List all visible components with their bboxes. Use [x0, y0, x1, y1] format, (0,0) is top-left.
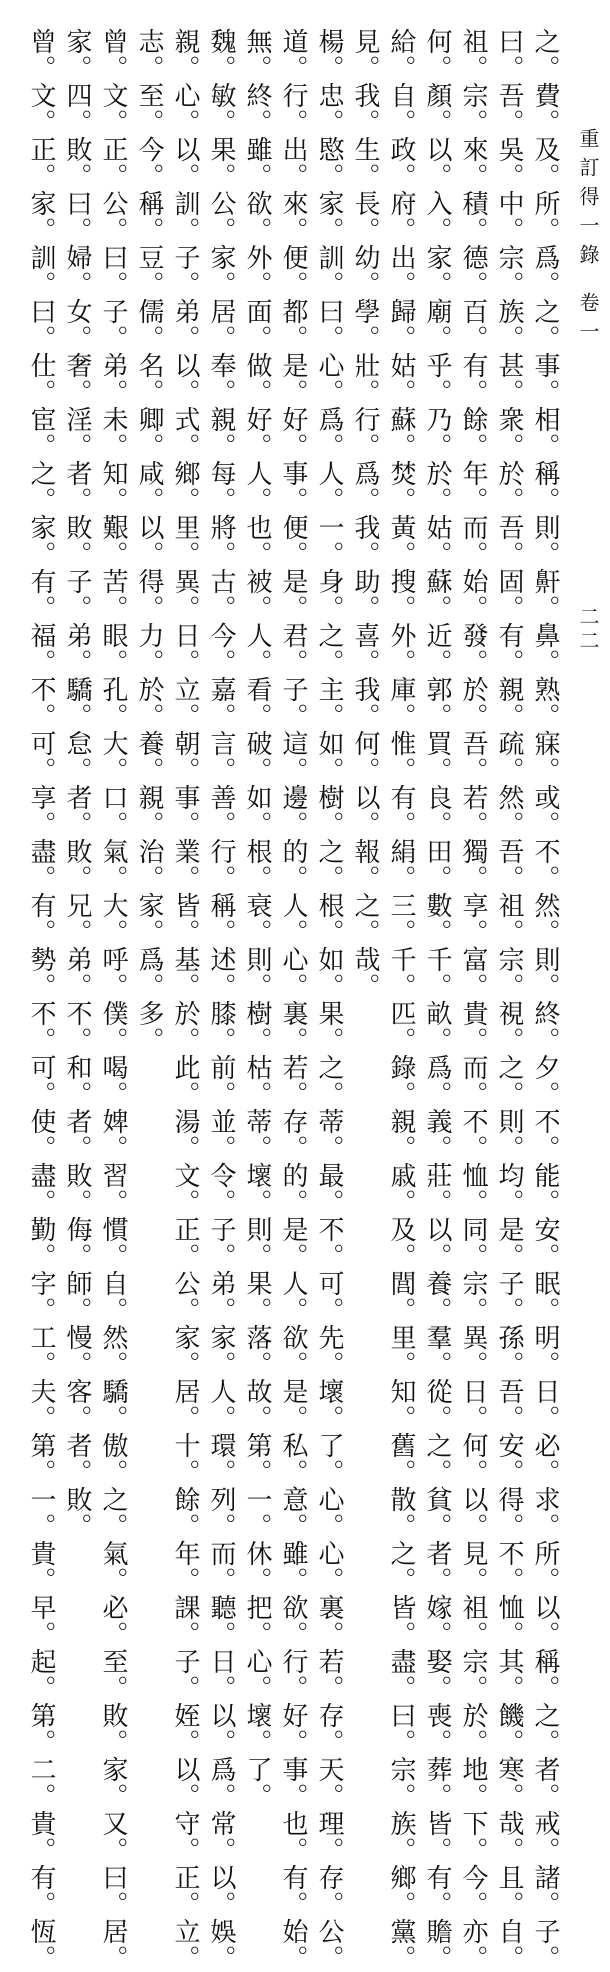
text-column: 道。行。出。來。便。都。是。好。事。便。是。君。子。這。邊。的。人。心。裏。若。存。的。是。人。欲。是。私。意。雖。欲。行。好。事。也。有。始。 [278, 28, 308, 1972]
text-column: 志。至。今。稱。豆。儒。名。卿。咸。以。得。力。於。養。親。治。家。爲。多。 [134, 28, 164, 1054]
running-title: 重訂得一錄 [576, 128, 600, 273]
text-column: 曾。文。正。家。訓。曰。仕。宦。之。家。有。福。不。可。享。盡。有。勢。不。可。使。盡。勤。字。工。夫。第。一。貴。早。起。第。二。貴。有。恆。 [26, 28, 56, 1972]
text-column: 親。心。以。訓。子。弟。以。式。鄉。里。異。日。立。朝。事。業。皆。基。於。此。湯。文。正。公。家。居。十。餘。年。課。子。姪。以。守。正。立。 [170, 28, 200, 1972]
text-column: 曰。吾。吳。中。宗。族。甚。衆。於。吾。固。有。親。疏。然。吾。祖。宗。視。之。則。均。是。子。孫。吾。安。得。不。恤。其。饑。寒。哉。且。自。 [494, 28, 524, 1972]
page-number: 二二 [576, 606, 600, 654]
text-column: 楊。忠。愍。家。訓。曰。心。爲。人。一。身。之。主。如。樹。之。根。如。果。之。蒂。最。不。可。先。壞。了。心。心。裏。若。存。天。理。存。公。 [314, 28, 344, 1972]
text-column: 魏。敏。果。公。家。居。奉。親。每。將。古。今。嘉。言。善。行。稱。述。膝。前。並。令。子。弟。家。人。環。列。而。聽。日。以。爲。常。以。娛。 [206, 28, 236, 1972]
text-column: 曾。文。正。公。曰。子。弟。未。知。艱。苦。眼。孔。大。口。氣。大。呼。僕。喝。婢。習。慣。自。然。驕。傲。之。氣。必。至。敗。家。又。曰。居。 [98, 28, 128, 1972]
text-column: 見。我。生。長。幼。學。壯。行。爲。我。助。喜。我。何。以。報。之。哉。 [350, 28, 380, 1000]
text-column: 給。自。政。府。出。歸。姑。蘇。焚。黃。搜。外。庫。惟。有。絹。三。千。匹。錄。親。戚。及。閭。里。知。舊。散。之。皆。盡。曰。宗。族。鄉。黨。 [386, 28, 416, 1972]
text-column: 祖。宗。來。積。德。百。有。餘。年。而。始。發。於。吾。若。獨。享。富。貴。而。不。恤。同。宗。異。日。何。以。見。祖。宗。於。地。下。今。亦。 [458, 28, 488, 1972]
text-column: 何。顏。以。入。家。廟。乎。乃。於。姑。蘇。近。郭。買。良。田。數。千。畝。爲。義。莊。以。養。羣。從。之。貧。者。嫁。娶。喪。葬。皆。有。贍。 [422, 28, 452, 1972]
text-column: 無。終。雖。欲。外。面。做。好。人。也。被。人。看。破。如。根。衰。則。樹。枯。蒂。壞。則。果。落。故。第。一。休。把。心。壞。了。 [242, 28, 272, 1810]
text-column: 之。費。及。所。爲。之。事。相。稱。則。鼾。鼻。熟。寐。或。不。然。則。終。夕。不。能。安。眠。明。日。必。求。所。以。稱。之。者。戒。諸。子。 [530, 28, 560, 1972]
text-column: 家。四。敗。曰。婦。女。奢。淫。者。敗。子。弟。驕。怠。者。敗。兄。弟。不。和。者。敗。侮。師。慢。客。者。敗。 [62, 28, 92, 1540]
volume-label: 卷一 [576, 292, 600, 350]
